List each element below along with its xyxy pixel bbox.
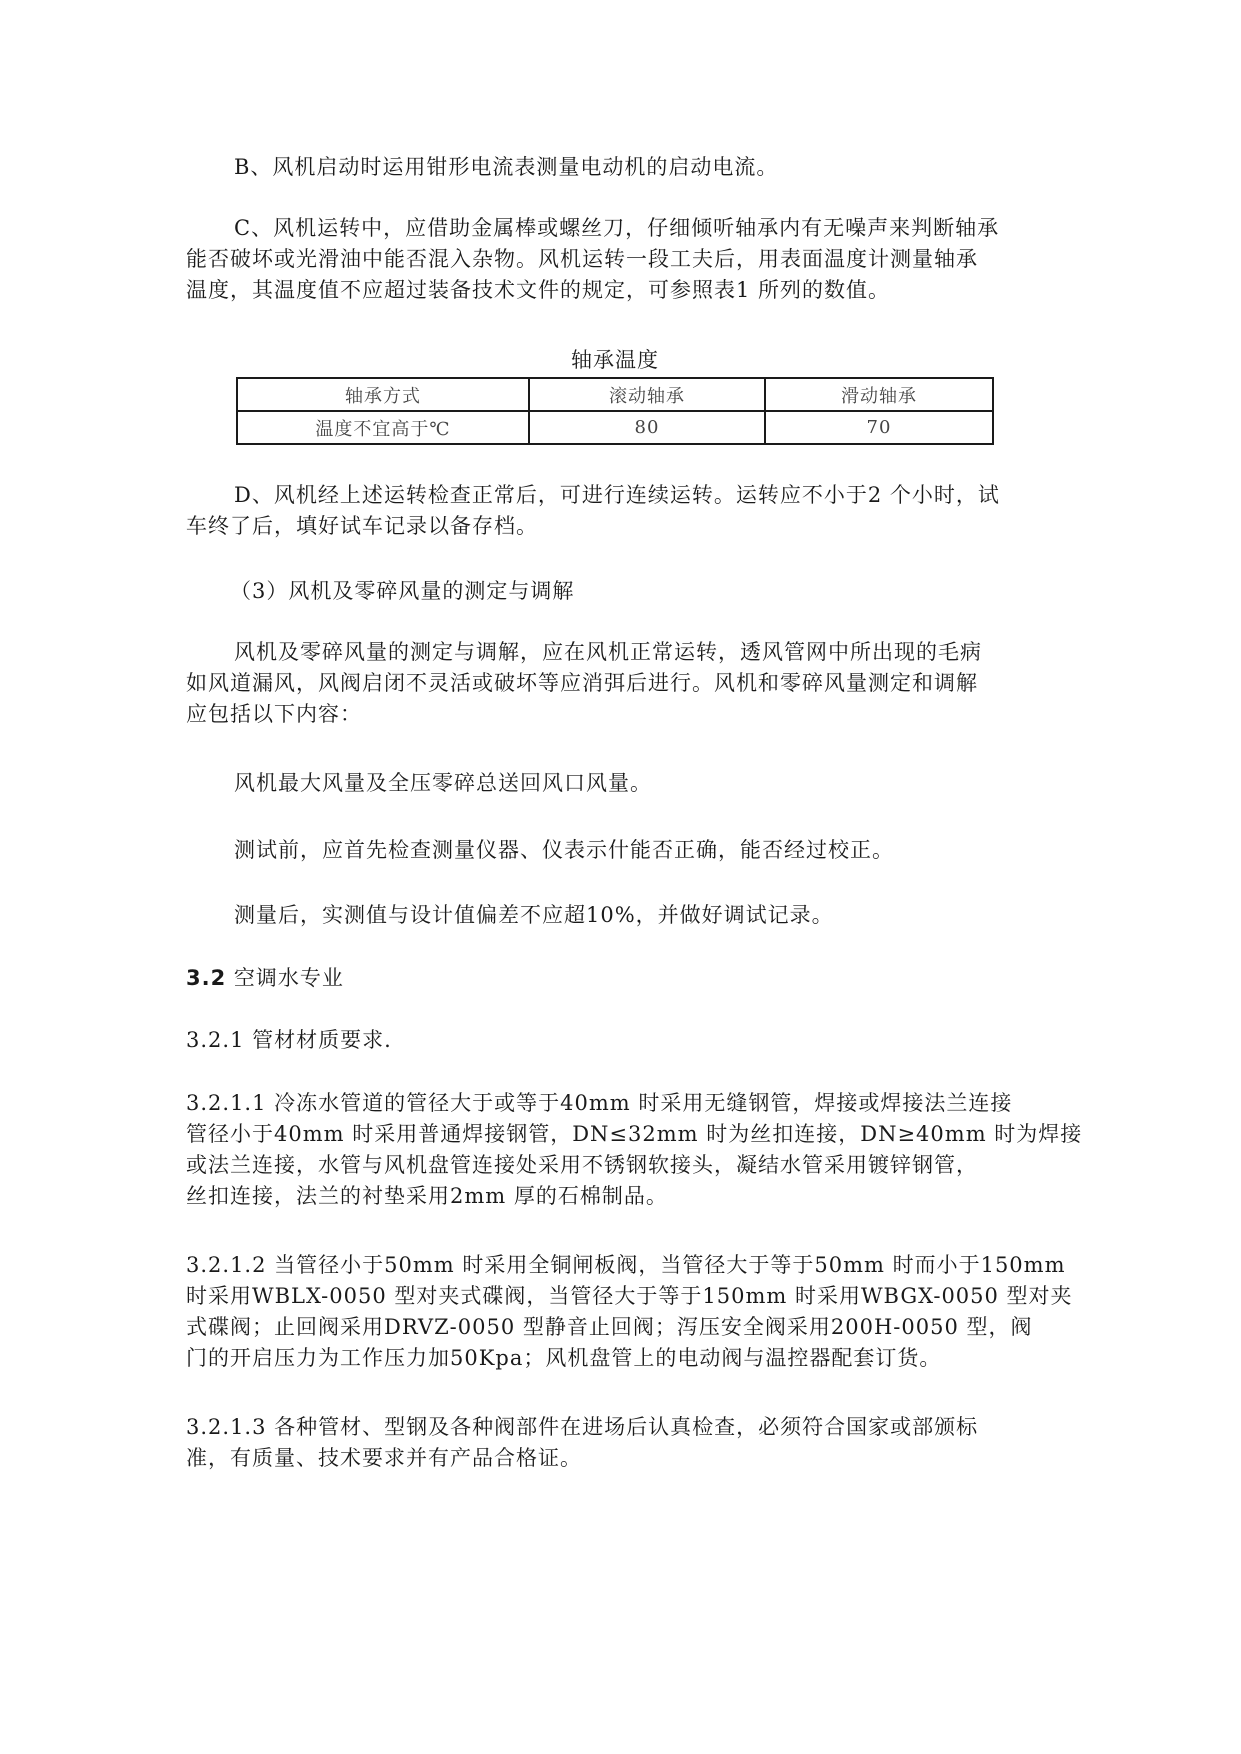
paragraph-line: 丝扣连接，法兰的衬垫采用2mm 厚的石棉制品。 [186,1184,668,1208]
section-title: 空调水专业 [226,966,344,990]
table-cell: 温度不宜高于℃ [237,411,529,444]
table-header-row [237,378,993,411]
section-number: 3.2 [186,966,227,990]
paragraph-c [186,213,1086,306]
paragraph-line: 温度，其温度值不应超过装备技术文件的规定，可参照表1 所列的数值。 [186,278,891,302]
paragraph-line: 测量后，实测值与设计值偏差不应超10%，并做好调试记录。 [234,903,834,927]
section-heading-3-2-1 [186,1025,1086,1056]
table-cell: 80 [529,411,765,444]
list-item-3 [186,576,1086,607]
paragraph-line: 或法兰连接，水管与风机盘管连接处采用不锈钢软接头，凝结水管采用镀锌钢管， [186,1153,978,1177]
table-caption: 轴承温度 [571,348,659,372]
paragraph-line: 风机最大风量及全压零碎总送回风口风量。 [234,771,652,795]
paragraph-line: （3）风机及零碎风量的测定与调解 [230,579,575,603]
paragraph-line: 时采用WBLX-0050 型对夹式碟阀，当管径大于等于150mm 时采用WBGX-0050 型对夹 [186,1284,1073,1308]
paragraph-d [186,480,1086,542]
paragraph-line: 3.2.1.1 冷冻水管道的管径大于或等于40mm 时采用无缝钢管，焊接或焊接法兰连接 [186,1091,1013,1115]
paragraph-line: 车终了后，填好试车记录以备存档。 [186,514,538,538]
paragraph-line: B、风机启动时运用钳形电流表测量电动机的启动电流。 [234,155,779,179]
paragraph-line: 如风道漏风，风阀启闭不灵活或破坏等应消弭后进行。风机和零碎风量测定和调解 [186,671,978,695]
paragraph-line: 门的开启压力为工作压力加50Kpa；风机盘管上的电动阀与温控器配套订货。 [186,1346,942,1370]
paragraph-3-2-1-1 [186,1088,1086,1212]
table-row [237,411,993,444]
paragraph-max-air [186,768,1086,799]
paragraph-line: C、风机运转中，应借助金属棒或螺丝刀，仔细倾听轴承内有无噪声来判断轴承 [234,216,1000,240]
table-cell: 70 [765,411,993,444]
paragraph-line: 测试前，应首先检查测量仪器、仪表示什能否正确，能否经过校正。 [234,838,894,862]
table-header-cell: 滑动轴承 [765,378,993,411]
table-header-cell: 轴承方式 [237,378,529,411]
paragraph-line: 3.2.1.3 各种管材、型钢及各种阀部件在进场后认真检查，必须符合国家或部颁标 [186,1415,979,1439]
paragraph-after-test [186,900,1086,931]
paragraph-line: 3.2.1 管材材质要求. [186,1028,392,1052]
bearing-temperature-table [236,377,994,445]
paragraph-measure [186,637,1086,730]
section-heading-3-2 [186,963,1086,994]
paragraph-3-2-1-2 [186,1250,1086,1374]
paragraph-3-2-1-3 [186,1412,1086,1474]
paragraph-line: 风机及零碎风量的测定与调解，应在风机正常运转，透风管网中所出现的毛病 [234,640,982,664]
paragraph-line: 3.2.1.2 当管径小于50mm 时采用全铜闸板阀，当管径大于等于50mm 时而小于150mm [186,1253,1066,1277]
paragraph-b [186,152,1086,183]
paragraph-before-test [186,835,1086,866]
table-header-cell: 滚动轴承 [529,378,765,411]
paragraph-line: 应包括以下内容： [186,702,362,726]
paragraph-line: 管径小于40mm 时采用普通焊接钢管，DN≤32mm 时为丝扣连接，DN≥40mm 时为焊接 [186,1122,1083,1146]
paragraph-line: 能否破坏或光滑油中能否混入杂物。风机运转一段工夫后，用表面温度计测量轴承 [186,247,978,271]
paragraph-line: D、风机经上述运转检查正常后，可进行连续运转。运转应不小于2 个小时，试 [234,483,1000,507]
paragraph-line: 准，有质量、技术要求并有产品合格证。 [186,1446,582,1470]
paragraph-line: 式碟阀；止回阀采用DRVZ-0050 型静音止回阀；泻压安全阀采用200H-0050 型，阀 [186,1315,1033,1339]
